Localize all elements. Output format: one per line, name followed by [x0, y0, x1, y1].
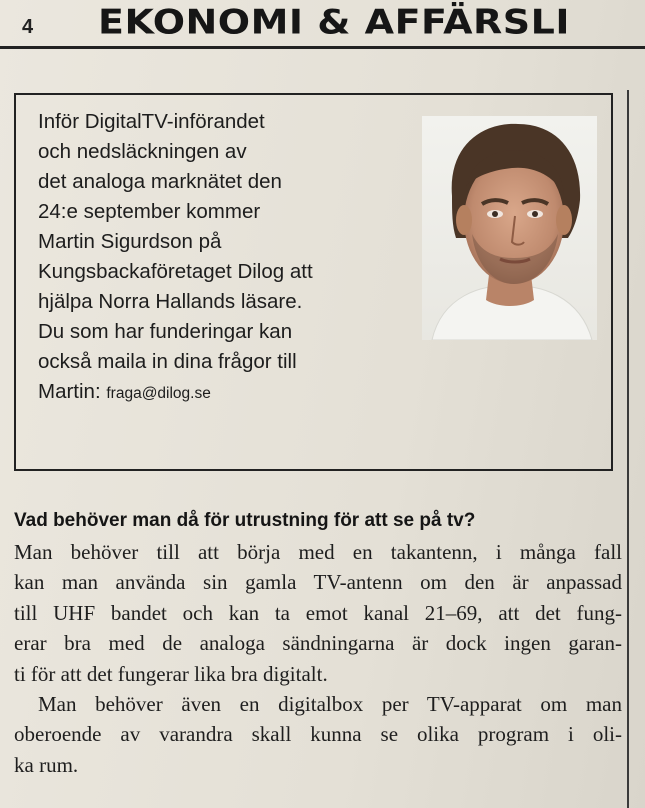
portrait-photo	[422, 116, 597, 340]
info-line: Kungsbackaföretaget Dilog att	[38, 260, 313, 283]
article-body	[14, 537, 622, 780]
info-line: också maila in dina frågor till	[38, 350, 297, 373]
page-number: 4	[22, 16, 34, 38]
info-line: Inför DigitalTV-införandet	[38, 110, 265, 133]
body-line: oberoende av varandra skall kunna se olika program i oli-	[14, 722, 622, 747]
contact-label: Martin:	[38, 380, 101, 403]
body-line: erar bra med de analoga sändningarna är dock ingen garan-	[14, 631, 622, 656]
info-line: det analoga marknätet den	[38, 170, 282, 193]
body-line: till UHF bandet och kan ta emot kanal 21–69, att det fung-	[14, 600, 622, 625]
info-line: 24:e september kommer	[38, 200, 261, 223]
header-rule	[0, 46, 645, 49]
email-address: fraga@dilog.se	[106, 385, 211, 402]
info-box	[14, 93, 613, 471]
info-line: hjälpa Norra Hallands läsare.	[38, 290, 303, 313]
body-line: kan man använda sin gamla TV-antenn om den är anpassad	[14, 570, 622, 595]
article-question: Vad behöver man då för utrustning för att se på tv?	[14, 510, 476, 531]
body-line: ti för att det fungerar lika bra digitalt.	[14, 661, 328, 686]
info-line: Du som har funderingar kan	[38, 320, 293, 343]
body-line: Man behöver även en digitalbox per TV-apparat om man	[38, 692, 622, 717]
column-rule	[627, 90, 629, 808]
portrait-image	[422, 116, 597, 340]
info-line: Martin Sigurdson på	[38, 230, 222, 253]
body-line: ka rum.	[14, 752, 79, 777]
info-box-text	[38, 107, 418, 409]
info-line-contact	[38, 377, 418, 409]
body-line: Man behöver till att börja med en takantenn, i många fall	[14, 540, 622, 564]
section-title: EKONOMI & AFFÄRSLI	[98, 2, 571, 42]
info-line: och nedsläckningen av	[38, 140, 247, 163]
